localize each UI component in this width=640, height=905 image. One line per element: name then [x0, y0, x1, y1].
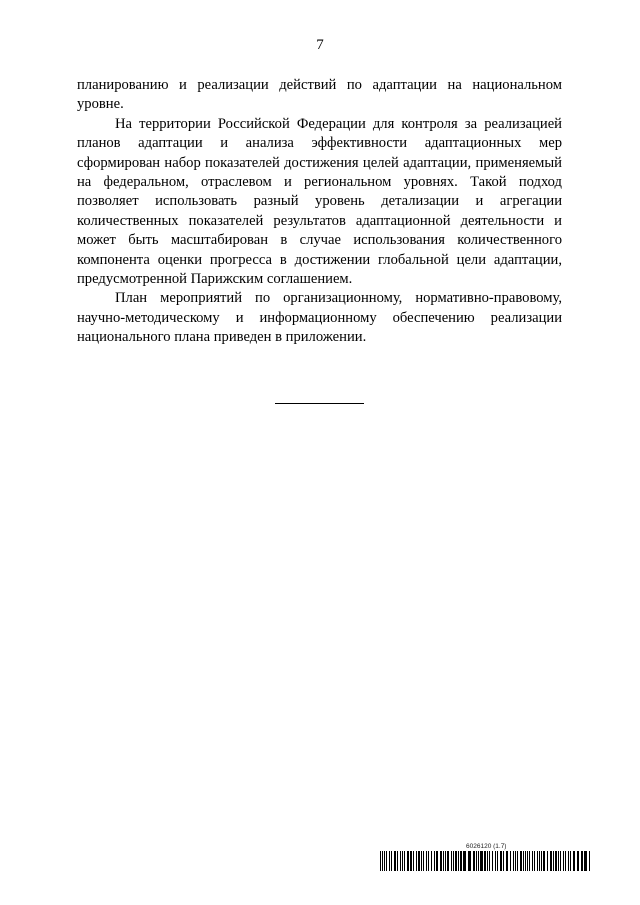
barcode-bar: [382, 851, 383, 871]
barcode-bar: [463, 851, 466, 871]
barcode-bar: [440, 851, 442, 871]
barcode-bar: [443, 851, 444, 871]
barcode-bar: [547, 851, 548, 871]
barcode-bar: [394, 851, 396, 871]
document-code: 6026120 (1.7): [466, 843, 507, 850]
barcode-bar: [492, 851, 493, 871]
barcode-bar: [402, 851, 403, 871]
barcode-bar: [497, 851, 498, 871]
barcode-bar: [553, 851, 554, 871]
barcode-bar: [539, 851, 540, 871]
paragraph-1: планированию и реализации действий по адаптации на национальном уровне.: [77, 77, 562, 113]
barcode-bar: [581, 851, 583, 871]
barcode-bar: [515, 851, 516, 871]
barcode-icon: [380, 851, 592, 871]
barcode-bar: [523, 851, 524, 871]
barcode-bar: [380, 851, 381, 871]
barcode-bar: [555, 851, 557, 871]
barcode-bar: [537, 851, 538, 871]
barcode-bar: [563, 851, 564, 871]
barcode-bar: [436, 851, 438, 871]
barcode-bar: [560, 851, 561, 871]
barcode-bar: [543, 851, 545, 871]
barcode-bar: [568, 851, 569, 871]
barcode-bar: [517, 851, 518, 871]
barcode-bar: [487, 851, 488, 871]
barcode-bar: [431, 851, 432, 871]
barcode-bar: [495, 851, 496, 871]
barcode-bar: [391, 851, 392, 871]
barcode-bar: [400, 851, 401, 871]
barcode-bar: [529, 851, 530, 871]
barcode-bar: [589, 851, 590, 871]
barcode-bar: [451, 851, 452, 871]
barcode-bar: [418, 851, 420, 871]
barcode-bar: [489, 851, 490, 871]
barcode-bar: [397, 851, 398, 871]
barcode-bar: [484, 851, 486, 871]
barcode-bar: [534, 851, 535, 871]
barcode-bar: [423, 851, 424, 871]
barcode-bar: [570, 851, 571, 871]
barcode-bar: [426, 851, 427, 871]
barcode-bar: [550, 851, 552, 871]
barcode-bar: [480, 851, 483, 871]
barcode-bar: [384, 851, 385, 871]
barcode-bar: [506, 851, 508, 871]
barcode-bar: [541, 851, 542, 871]
barcode-bar: [468, 851, 471, 871]
barcode-bar: [573, 851, 575, 871]
barcode-bar: [525, 851, 526, 871]
barcode-bar: [434, 851, 435, 871]
barcode-bar: [473, 851, 475, 871]
barcode-bar: [453, 851, 454, 871]
barcode-bar: [455, 851, 457, 871]
barcode-bar: [577, 851, 579, 871]
paragraph-3: План мероприятий по организационному, нормативно-правовому, научно-методическому и информационному обеспечению реализации национального плана приведен в приложении.: [77, 290, 562, 346]
end-of-text-rule: [275, 403, 364, 404]
barcode-bar: [458, 851, 459, 871]
barcode-bar: [404, 851, 405, 871]
barcode-bar: [421, 851, 422, 871]
barcode-bar: [584, 851, 587, 871]
paragraph-2: На территории Российской Федерации для контроля за реализацией планов адаптации и анализа эффективности адаптационных мер сформирован набор показателей достижения целей адаптации, применяемый на федеральном, отраслевом и региональном уровнях. Такой подход позволяет использовать разный уровень детализации и агрегации количественных показателей результатов адаптационной деятельности и может быть масштабирован в случае использования количественного компонента оценки прогресса в достижении глобальной цели адаптации, предусмотренной Парижским соглашением.: [77, 115, 562, 288]
barcode-bar: [500, 851, 502, 871]
barcode-bar: [410, 851, 412, 871]
barcode-bar: [416, 851, 417, 871]
barcode-bar: [510, 851, 511, 871]
barcode-bar: [445, 851, 446, 871]
barcode-bar: [513, 851, 514, 871]
barcode-bar: [476, 851, 477, 871]
body-text: [77, 76, 562, 348]
barcode-bar: [532, 851, 533, 871]
barcode-bar: [478, 851, 479, 871]
barcode-bar: [413, 851, 414, 871]
page-number: 7: [316, 37, 324, 53]
barcode-bar: [407, 851, 409, 871]
barcode-bar: [460, 851, 462, 871]
barcode-bar: [565, 851, 566, 871]
barcode-bar: [447, 851, 449, 871]
barcode-bar: [527, 851, 528, 871]
barcode-bar: [386, 851, 387, 871]
barcode-bar: [558, 851, 559, 871]
barcode-bar: [520, 851, 522, 871]
barcode-bar: [389, 851, 390, 871]
barcode-bar: [428, 851, 429, 871]
barcode-bar: [503, 851, 504, 871]
